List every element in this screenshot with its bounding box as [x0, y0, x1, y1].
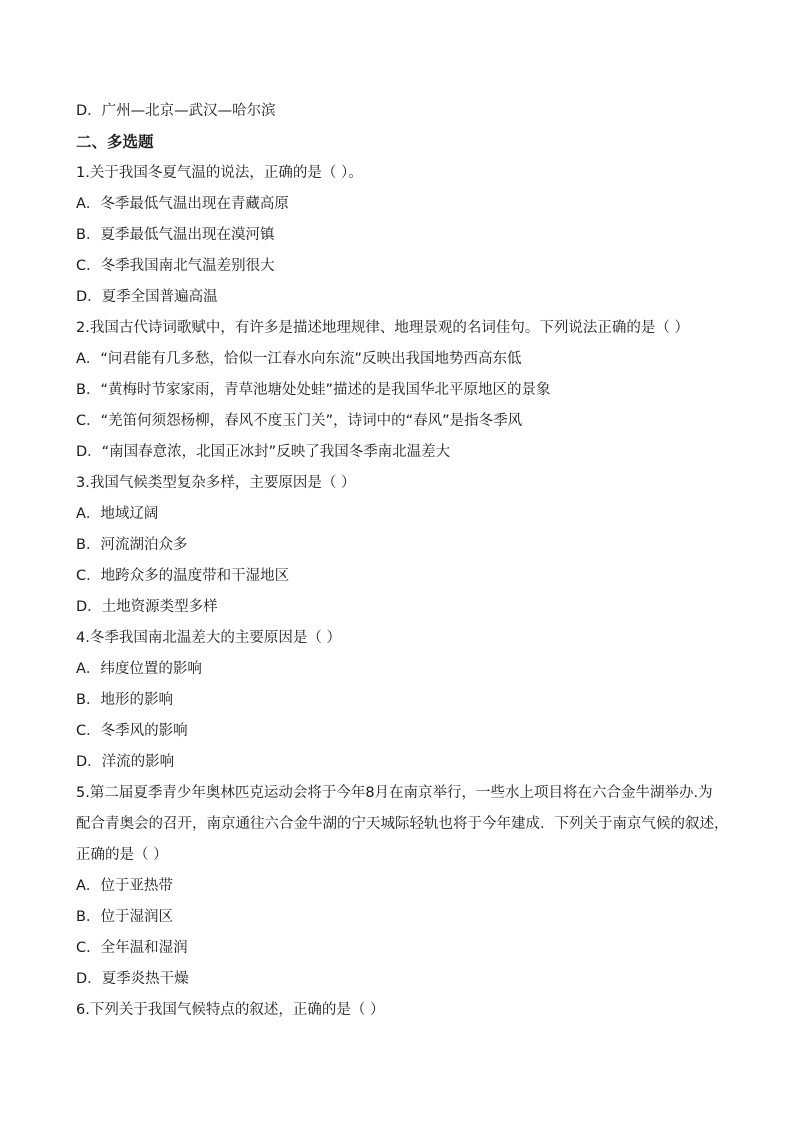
option-d: D．“南国春意浓，北国正冰封”反映了我国冬季南北温差大: [76, 444, 451, 460]
option-d: D．土地资源类型多样: [76, 599, 218, 615]
option-b: B．“黄梅时节家家雨，青草池塘处处蛙”描述的是我国华北平原地区的景象: [76, 382, 551, 398]
option-d: D．夏季全国普遍高温: [76, 289, 218, 305]
option-d: D．洋流的影响: [76, 754, 175, 770]
option-c: C．冬季我国南北气温差别很大: [76, 258, 275, 274]
document-page: [76, 96, 756, 1026]
question-3: [76, 468, 756, 623]
question-2: [76, 313, 756, 468]
question-stem-line-3: 正确的是（ ）: [76, 847, 168, 863]
section-title: 二、多选题: [76, 133, 154, 151]
question-5: [76, 778, 756, 995]
option-b: B．河流湖泊众多: [76, 537, 188, 553]
prev-question-option-d: D．广州—北京—武汉—哈尔滨: [76, 103, 276, 119]
option-a: A．“问君能有几多愁，恰似一江春水向东流”反映出我国地势西高东低: [76, 351, 522, 367]
option-b: B．地形的影响: [76, 692, 173, 708]
option-c: C．冬季风的影响: [76, 723, 188, 739]
option-c: C．地跨众多的温度带和干湿地区: [76, 568, 290, 584]
question-stem: 3.我国气候类型复杂多样，主要原因是（ ）: [76, 475, 356, 491]
option-a: A．位于亚热带: [76, 878, 173, 894]
option-b: B．夏季最低气温出现在漠河镇: [76, 227, 275, 243]
option-b: B．位于湿润区: [76, 909, 173, 925]
question-stem: 2.我国古代诗词歌赋中，有许多是描述地理规律、地理景观的名词佳句。下列说法正确的是（ ）: [76, 320, 689, 336]
question-6: [76, 995, 756, 1026]
question-stem: 4.冬季我国南北温差大的主要原因是（ ）: [76, 630, 341, 646]
option-a: A．冬季最低气温出现在青藏高原: [76, 196, 289, 212]
question-stem-line-2: 配合青奥会的召开，南京通往六合金牛湖的宁天城际轻轨也将于今年建成．下列关于南京气候的叙述，: [76, 816, 729, 832]
question-stem: 6.下列关于我国气候特点的叙述，正确的是（ ）: [76, 1002, 385, 1018]
question-stem-line-1: 5.第二届夏季青少年奥林匹克运动会将于今年8月在南京举行，一些水上项目将在六合金牛湖举办.为: [76, 785, 713, 801]
question-1: [76, 158, 756, 313]
question-4: [76, 623, 756, 778]
option-a: A．纬度位置的影响: [76, 661, 202, 677]
option-a: A．地域辽阔: [76, 506, 159, 522]
option-d: D．夏季炎热干燥: [76, 971, 189, 987]
question-stem: 1.关于我国冬夏气温的说法，正确的是（ ）。: [76, 165, 363, 181]
option-c: C．全年温和湿润: [76, 940, 188, 956]
option-c: C．“羌笛何须怨杨柳，春风不度玉门关”，诗词中的“春风”是指冬季风: [76, 413, 523, 429]
